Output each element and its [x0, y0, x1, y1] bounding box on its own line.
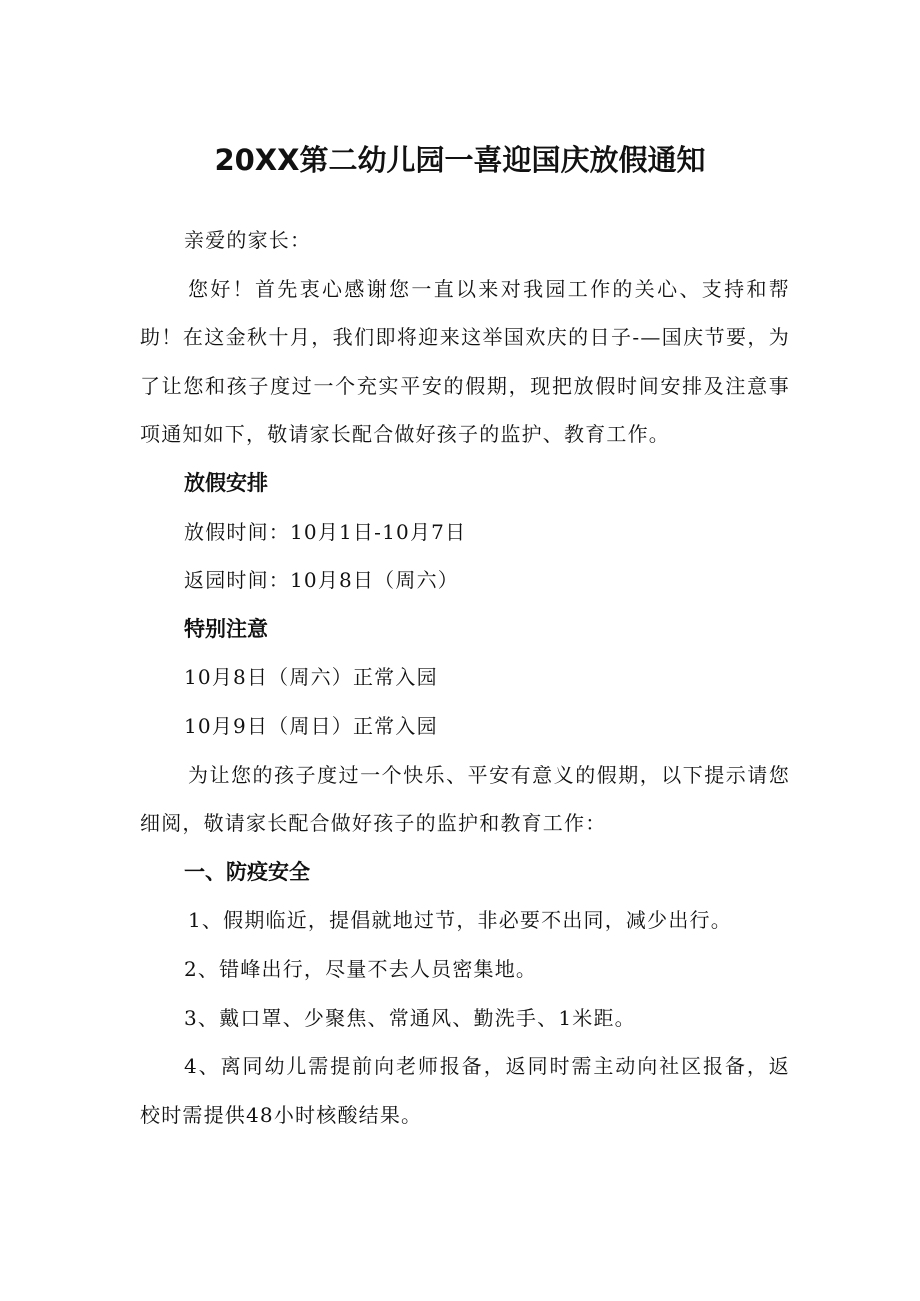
section1-item: 3、戴口罩、少聚焦、常通风、勤洗手、1米距。	[184, 1005, 636, 1030]
special-heading: 特别注意	[184, 616, 268, 641]
greeting: 亲爱的家长：	[184, 228, 312, 252]
section1-item: 4、离同幼儿需提前向老师报备，返同时需主动向社区报备，返校时需提供48小时核酸结果。	[140, 1054, 790, 1127]
special-line-1: 10月8日（周六）正常入园	[184, 665, 438, 690]
reminder-paragraph: 为让您的孩子度过一个快乐、平安有意义的假期，以下提示请您细阅，敬请家长配合做好孩子的监护和教育工作：	[140, 762, 790, 836]
intro-paragraph: 您好！首先衷心感谢您一直以来对我园工作的关心、支持和帮助！在这金秋十月，我们即将迎来这举国欢庆的日子-—国庆节要，为了让您和孩子度过一个充实平安的假期，现把放假时间安排及注意事项通知如下，敬请家长配合做好孩子的监护、教育工作。	[140, 276, 790, 447]
section1-item: 1、假期临近，提倡就地过节，非必要不出同，减少出行。	[188, 908, 732, 933]
section1-heading: 一、防疫安全	[184, 859, 310, 884]
document-body	[140, 216, 790, 1139]
schedule-heading: 放假安排	[184, 470, 268, 495]
document-title: 20XX第二幼儿园一喜迎国庆放假通知	[214, 143, 706, 177]
holiday-time: 放假时间：10月1日-10月7日	[184, 519, 467, 544]
section1-item: 2、错峰出行，尽量不去人员密集地。	[184, 956, 538, 981]
special-line-2: 10月9日（周日）正常入园	[184, 713, 438, 738]
return-time: 返园时间：10月8日（周六）	[184, 568, 459, 593]
